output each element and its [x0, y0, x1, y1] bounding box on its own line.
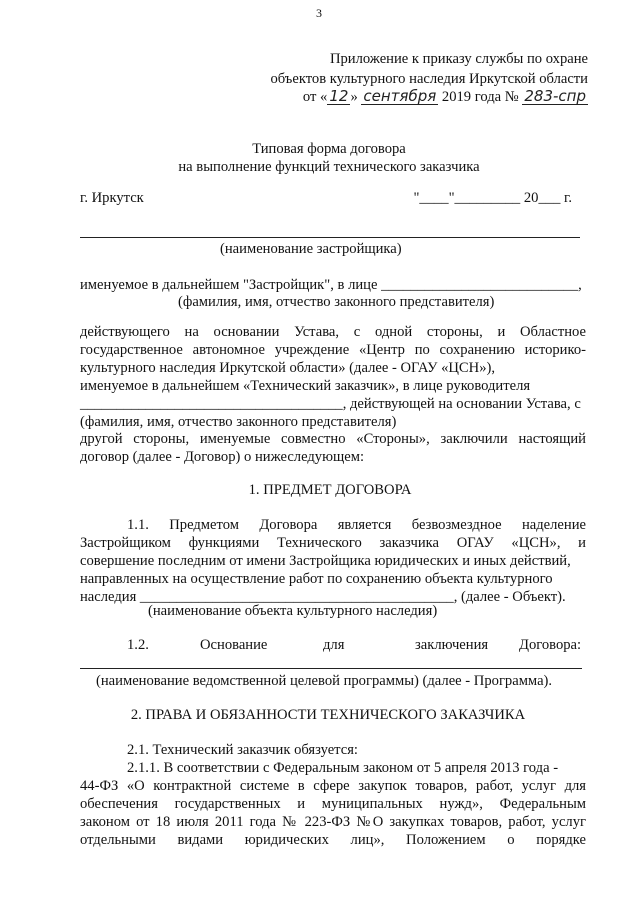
p2-line-4: именуемое в дальнейшем «Технический заказчик», в лице руководителя [80, 378, 531, 394]
p12-word-contract: Договора: [519, 637, 582, 653]
p2-line-3: культурного наследия Иркутской области» (далее - ОГАУ «ЦСН»), [80, 360, 496, 376]
header-line-2: объектов культурного наследия Иркутской области [270, 71, 588, 87]
p2-line-1: действующего на основании Устава, с одной стороны, и Областное [80, 324, 586, 340]
p211-line-2: 44-ФЗ «О контрактной системе в сфере закупок товаров, работ, услуг для [80, 778, 586, 794]
p2-line-5: ____________________________________, действующей на основании Устава, с [80, 396, 581, 412]
handwritten-day: 12 [329, 87, 349, 105]
p11-line-3: совершение последним от имени Застройщика юридических и иных действий, [80, 553, 571, 569]
p11-line-4: направленных на осуществление работ по сохранению объекта культурного [80, 571, 553, 587]
p211-line-4: законом от 18 июля 2011 года № 223-ФЗ №О закупках товаров, работ, услуг [80, 814, 586, 830]
p1-line-1: именуемое в дальнейшем "Застройщик", в лице ___________________________, [80, 277, 582, 293]
p11-caption: (наименование объекта культурного наследия) [148, 603, 438, 619]
header-line-3 [303, 88, 588, 107]
p21: 2.1. Технический заказчик обязуется: [127, 742, 358, 758]
p1-caption: (фамилия, имя, отчество законного представителя) [178, 294, 495, 310]
p12-word-for: для [323, 637, 345, 653]
developer-name-line [80, 237, 580, 238]
section-2-heading: 2. ПРАВА И ОБЯЗАННОСТИ ТЕХНИЧЕСКОГО ЗАКАЗЧИКА [130, 707, 526, 723]
section-1-heading: 1. ПРЕДМЕТ ДОГОВОРА [248, 482, 412, 498]
p211-line-3: обеспечения государственных и муниципальных нужд», Федеральным [80, 796, 586, 812]
header-date-prefix: от « [302, 89, 328, 105]
page-number: 3 [316, 6, 322, 20]
p11-line-5: наследия ___________________________________________, (далее - Объект). [80, 589, 566, 605]
p2-line-2: государственное автономное учреждение «Центр по сохранению историко- [80, 342, 586, 358]
p12-caption: (наименование ведомственной целевой программы) (далее - Программа). [96, 673, 553, 689]
p2-line-6: (фамилия, имя, отчество законного представителя) [80, 414, 397, 430]
header-date-suffix: 2019 года № [441, 89, 519, 105]
program-name-line [80, 668, 582, 669]
p11-line-1: 1.1. Предметом Договора является безвозмездное наделение [127, 517, 586, 533]
handwritten-month: сентября [363, 87, 437, 105]
p2-line-7: другой стороны, именуемые совместно «Стороны», заключили настоящий [80, 431, 586, 447]
title-line-1: Типовая форма договора [252, 141, 406, 157]
p12-word-basis: Основание [200, 637, 268, 653]
handwritten-order-number: 283-спр [524, 87, 586, 105]
p12-word-conclusion: заключения [415, 637, 489, 653]
p211-line-5: отдельными видами юридических лиц», Положением о порядке [80, 832, 586, 848]
title-line-2: на выполнение функций технического заказчика [178, 159, 480, 175]
date-blank: "____"_________ 20___ г. [413, 190, 572, 206]
header-date-mid: » [350, 89, 358, 105]
p2-line-8: договор (далее - Договор) о нижеследующем: [80, 449, 364, 465]
developer-caption: (наименование застройщика) [220, 241, 402, 257]
place: г. Иркутск [80, 190, 144, 206]
header-line-1: Приложение к приказу службы по охране [329, 51, 588, 67]
p211-line-1: 2.1.1. В соответствии с Федеральным законом от 5 апреля 2013 года - [127, 760, 559, 776]
p12-number: 1.2. [127, 637, 149, 653]
p11-line-2: Застройщиком функциями Технического заказчика ОГАУ «ЦСН», и [80, 535, 586, 551]
